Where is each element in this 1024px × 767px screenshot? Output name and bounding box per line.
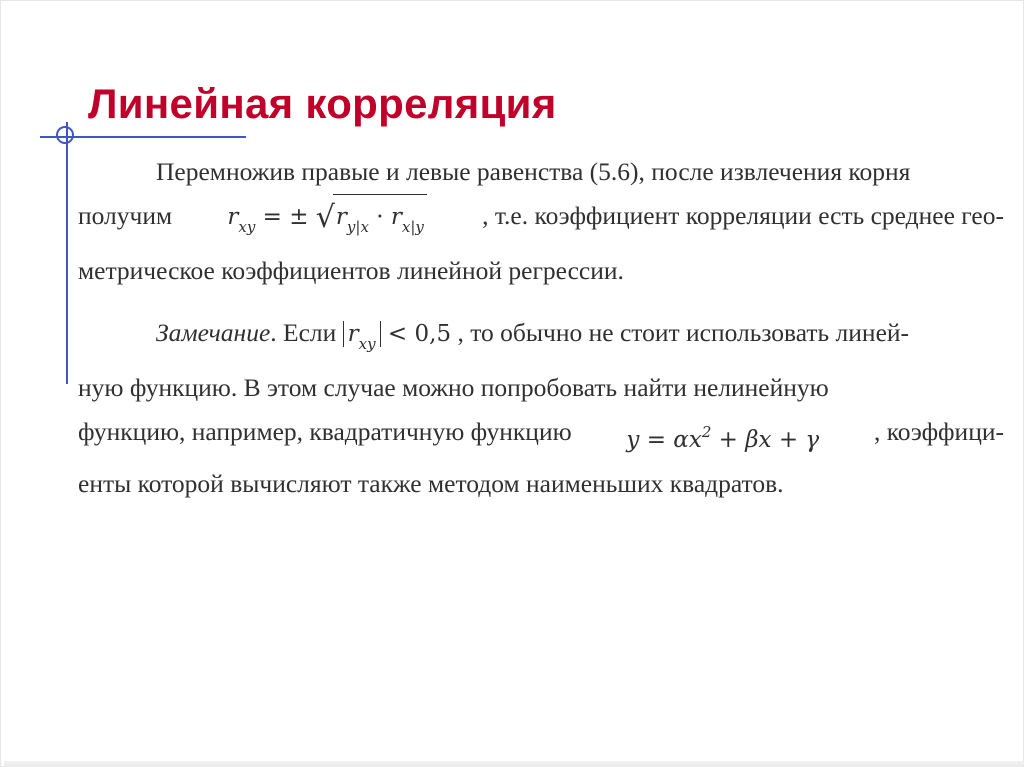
paragraph-correlation-derivation bbox=[78, 150, 1004, 293]
quad-start: y = αx bbox=[626, 427, 702, 453]
formula-dot: · bbox=[368, 204, 391, 230]
slide-content bbox=[78, 150, 1004, 506]
p1-line-2-end: , т.е. коэффициент корреляции есть среднее гео- bbox=[482, 201, 1004, 230]
p1-line-2 bbox=[78, 194, 1004, 249]
p2-line-3 bbox=[78, 410, 1004, 462]
p1-line-1: Перемножив правые и левые равенства (5.6), после извлечения корня bbox=[156, 157, 911, 186]
abs-value bbox=[343, 321, 381, 353]
abs-inequality: < 0,5 bbox=[380, 321, 452, 347]
p2-line-1 bbox=[78, 311, 1004, 366]
formula-r1-sub: y|x bbox=[346, 218, 369, 236]
p1-line-3: метрическое коэффициентов линейной регрессии. bbox=[78, 256, 624, 285]
quadratic-formula bbox=[626, 410, 819, 462]
p1-line-2-start: получим bbox=[78, 201, 173, 230]
correlation-formula bbox=[227, 194, 426, 249]
formula-r-sub: xy bbox=[238, 218, 256, 236]
slide-title: Линейная корреляция bbox=[88, 80, 557, 127]
sqrt-icon: √ bbox=[315, 200, 335, 235]
abs-r-sub: xy bbox=[358, 335, 376, 353]
formula-r1: r bbox=[335, 204, 347, 230]
abs-r: r bbox=[347, 321, 359, 347]
paragraph-remark bbox=[78, 311, 1004, 506]
formula-r: r bbox=[227, 204, 239, 230]
p2-line-2: ную функцию. В этом случае можно попробовать найти нелинейную bbox=[78, 373, 829, 402]
remark-label: Замечание bbox=[156, 318, 271, 347]
formula-r2-sub: x|y bbox=[401, 218, 424, 236]
formula-eq: = ± bbox=[255, 204, 316, 230]
p2-line-3-end: , коэффици- bbox=[873, 417, 1004, 446]
quad-end: + βx + γ bbox=[711, 427, 820, 453]
decoration-circle bbox=[56, 126, 74, 144]
formula-radicand bbox=[333, 194, 427, 249]
p2-line-1-end: , то обычно не стоит использовать линей- bbox=[457, 318, 910, 347]
decoration-vertical-line bbox=[66, 122, 68, 384]
p2-line-4: енты которой вычисляют также методом наименьших квадратов. bbox=[78, 469, 784, 498]
p2-line-1-start: . Если bbox=[270, 318, 337, 347]
abs-condition-formula bbox=[343, 321, 452, 353]
slide-bottom-shadow bbox=[4, 761, 1024, 767]
formula-r2: r bbox=[390, 204, 402, 230]
quad-sup: 2 bbox=[701, 423, 712, 441]
p2-line-3-start: функцию, например, квадратичную функцию bbox=[78, 417, 572, 446]
